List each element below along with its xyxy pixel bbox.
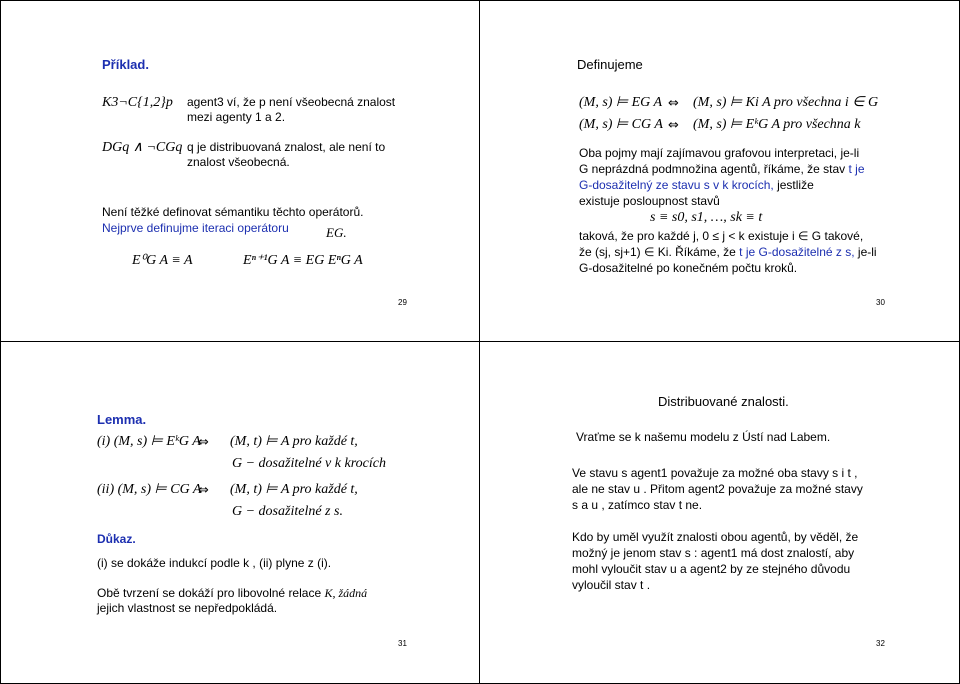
equivalence-icon: ⇔ [668, 118, 679, 133]
note-operator: EG. [326, 225, 347, 240]
equation1-left: (M, s) ⊨ EG A [579, 95, 663, 110]
slide-title: Příklad. [102, 57, 149, 72]
equation1-right: (M, s) ⊨ Ki A pro všechna i ∈ G [693, 95, 879, 110]
proof-heading: Důkaz. [97, 532, 136, 546]
page-number: 30 [876, 298, 885, 307]
text-row1: agent3 ví, že p není všeobecná znalost mezi agenty 1 a 2. [187, 95, 396, 124]
formula-row2: DGq ∧ ¬CGq [102, 140, 183, 155]
formula-row1: K3¬C{1,2}p [102, 95, 173, 110]
lemma2-continuation: G − dosažitelné z s. [232, 504, 343, 519]
paragraph-line: G-dosažitelné po konečném počtu kroků. [579, 261, 798, 275]
definition-base: E⁰G A ≡ A [132, 253, 193, 268]
middle-rule [0, 341, 960, 342]
paragraph-line: existuje posloupnost stavů [579, 194, 720, 208]
left-rule [0, 0, 1, 684]
lemma1-right: (M, t) ⊨ A pro každé t, [230, 434, 358, 449]
center-rule [479, 0, 480, 684]
note-line2: Nejprve definujme iteraci operátoru [102, 221, 289, 235]
equivalence-icon: ⇔ [198, 483, 209, 498]
note-line1: Není těžké definovat sémantiku těchto operátorů. [102, 205, 364, 219]
page-number: 32 [876, 639, 885, 648]
paragraph-line: s a u , zatímco stav t ne. [572, 498, 703, 512]
lemma1-left: (i) (M, s) ⊨ EᵏG A [97, 434, 201, 449]
lemma2-left: (ii) (M, s) ⊨ CG A [97, 482, 202, 497]
definition-step: Eⁿ⁺¹G A ≡ EG EⁿG A [243, 253, 363, 268]
lemma2-right: (M, t) ⊨ A pro každé t, [230, 482, 358, 497]
state-sequence: s ≡ s0, s1, …, sk ≡ t [650, 210, 763, 225]
final-line1: Obě tvrzení se dokáží pro libovolné relace K, žádná [97, 586, 368, 600]
slide-title: Definujeme [577, 57, 643, 72]
equation2-right: (M, s) ⊨ EᵏG A pro všechna k [693, 117, 861, 132]
top-rule [0, 0, 960, 1]
paragraph-line: Oba pojmy mají zajímavou grafovou interpretaci, je-li [579, 146, 860, 160]
paragraph-line: ale ne stav u . Přitom agent2 považuje za možné stavy [572, 482, 863, 496]
slide-title: Distribuované znalosti. [658, 394, 789, 409]
paragraph-line: možný je jenom stav s : agent1 má dost znalostí, aby [572, 546, 855, 560]
paragraph-line: Kdo by uměl využít znalosti obou agentů, by věděl, že [572, 530, 859, 544]
equation2-left: (M, s) ⊨ CG A [579, 117, 663, 132]
paragraph-line: mohl vyloučit stav u a agent2 by ze stejného důvodu [572, 562, 851, 576]
slide-title: Lemma. [97, 412, 147, 427]
final-line2: jejich vlastnost se nepředpokládá. [97, 601, 278, 615]
page-number: 29 [398, 298, 407, 307]
paragraph-line: G neprázdná podmnožina agentů, říkáme, že stav t je [579, 162, 865, 176]
paragraph-line: vyloučil stav t . [572, 578, 651, 592]
paragraph-line: taková, že pro každé j, 0 ≤ j < k existuje i ∈ G takové, [579, 229, 864, 243]
paragraph-line: G-dosažitelný ze stavu s v k krocích, jestliže [579, 178, 814, 192]
page-number: 31 [398, 639, 407, 648]
proof-text: (i) se dokáže indukcí podle k , (ii) plyne z (i). [97, 556, 332, 570]
paragraph-line: Ve stavu s agent1 považuje za možné oba stavy s i t , [572, 466, 858, 480]
paragraph-line: Vraťme se k našemu modelu z Ústí nad Labem. [576, 430, 831, 444]
equivalence-icon: ⇔ [198, 435, 209, 450]
equivalence-icon: ⇔ [668, 96, 679, 111]
lemma1-continuation: G − dosažitelné v k krocích [232, 456, 386, 471]
text-row2: q je distribuovaná znalost, ale není to znalost všeobecná. [187, 140, 386, 169]
paragraph-line: že (sj, sj+1) ∈ Ki. Říkáme, že t je G-dosažitelné z s, je-li [579, 245, 877, 259]
